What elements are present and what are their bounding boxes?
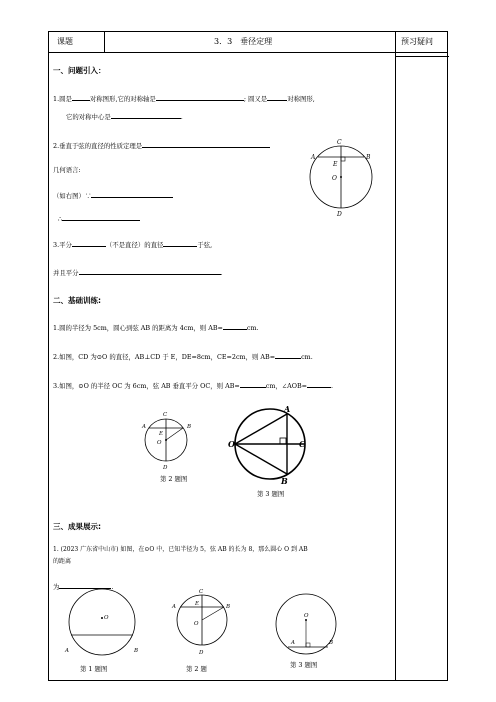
radius-oa: [235, 414, 287, 444]
label-b: B: [281, 476, 288, 486]
blank[interactable]: [307, 380, 334, 390]
header-preview-questions: 预习疑问: [401, 37, 433, 46]
center-point: [305, 619, 307, 621]
label-c: C: [299, 439, 306, 449]
figure-q3-caption: 第 3 题图: [257, 490, 285, 498]
figure-q3: [226, 404, 314, 486]
label-b: B: [366, 154, 371, 161]
p2-3: [53, 380, 333, 391]
radius-ob: [166, 428, 183, 440]
label-e: E: [159, 431, 164, 437]
s3-p1-for: 为: [53, 583, 60, 591]
figure-s3-3-caption: 第 3 题图: [290, 661, 318, 669]
q3-line1: [53, 239, 212, 250]
p2-3-text: 3.如图，⊙O 的半径 OC 为 6cm，弦 AB 垂直平分 OC，则 AB=: [53, 382, 240, 390]
q2-text: 2.垂直于弦的直径的性质定理是: [53, 142, 143, 150]
label-b: B: [329, 640, 334, 646]
label-a: A: [284, 404, 291, 414]
column-divider-right: [395, 32, 396, 680]
blank[interactable]: [72, 239, 106, 247]
label-o: O: [194, 621, 199, 627]
figure-q2-caption: 第 2 题图: [160, 475, 188, 483]
q3-text-c: 于弦,: [197, 241, 213, 249]
q1-text-f: .: [180, 113, 183, 121]
label-c: C: [199, 589, 204, 595]
s3-p1-line2: 的距离: [53, 558, 72, 565]
section2-heading: 二、基础训练:: [53, 296, 101, 305]
center-point: [165, 439, 167, 441]
q1-text-e: 它的对称中心是: [66, 113, 111, 121]
q3-line2: [53, 267, 223, 278]
header-topic-label: 课题: [57, 37, 73, 46]
blank[interactable]: [240, 380, 266, 388]
right-angle-mark: [306, 643, 310, 647]
p2-1: [53, 322, 259, 333]
q1-text-a: 1.圆是: [53, 95, 72, 103]
circle: [69, 589, 135, 655]
figure-s3-2: [170, 585, 234, 657]
blank[interactable]: [275, 351, 301, 359]
header-title: 3．3 垂径定理: [214, 37, 273, 46]
q3-text-b: （不是直径）的直径: [105, 241, 164, 249]
label-a: A: [172, 604, 176, 610]
p2-2: [53, 351, 313, 362]
center-point: [340, 176, 342, 178]
blank[interactable]: [142, 140, 270, 148]
label-o: O: [157, 440, 162, 446]
label-e: E: [333, 161, 338, 168]
therefore-line: [58, 213, 140, 224]
figure-s3-3: [270, 590, 342, 660]
blank[interactable]: [267, 93, 287, 101]
blank[interactable]: [91, 190, 173, 198]
label-d: D: [199, 650, 204, 656]
label-a: A: [65, 648, 69, 654]
blank[interactable]: [223, 322, 247, 330]
p2-3-mid: cm，∠AOB=: [265, 382, 308, 390]
section3-heading: 三、成果展示:: [53, 522, 101, 531]
label-d: D: [337, 211, 342, 218]
figure-s3-1-caption: 第 1 题图: [80, 665, 108, 673]
q1-text-b: 对称图形,它的对称轴是: [89, 95, 156, 103]
figure-q2: [140, 407, 204, 473]
label-d: D: [163, 465, 168, 471]
q1-line1: [53, 93, 315, 104]
blank[interactable]: [72, 93, 90, 101]
s3-p1-line1: 1. (2023 广东省中山市) 如图，在⊙O 中，已知半径为 5，弦 AB 的长为 8，那么圆心 O 到 AB: [53, 546, 308, 553]
given-text: （如右图）∵: [53, 192, 92, 200]
p2-3-end: .: [331, 382, 334, 390]
blank[interactable]: [111, 111, 181, 119]
label-a: A: [291, 640, 295, 646]
label-b: B: [134, 648, 139, 654]
radius-ob: [235, 444, 287, 474]
q3-text-e: .: [220, 269, 223, 277]
label-a: A: [311, 154, 316, 161]
blank[interactable]: [156, 93, 244, 101]
center-point: [101, 617, 103, 619]
label-o: O: [228, 439, 235, 449]
section1-heading: 一、问题引入：: [53, 66, 106, 75]
q1-line2: [66, 111, 183, 122]
label-o: O: [332, 175, 337, 182]
label-o: O: [304, 613, 309, 619]
column-divider-left: [104, 32, 105, 52]
label-o: O: [104, 615, 109, 621]
p2-2-unit: cm.: [301, 353, 313, 361]
label-c: C: [163, 412, 168, 418]
label-e: E: [195, 601, 200, 607]
header-row-divider: [49, 52, 447, 53]
blank[interactable]: [163, 239, 197, 247]
geo-language-label: 几何语言:: [53, 166, 81, 174]
q3-text-a: 3.平分: [53, 241, 72, 249]
q1-text-d: 对称图形,: [287, 95, 315, 103]
right-col-divider: [395, 56, 449, 57]
q1-text-c: ; 圆又是: [243, 95, 268, 103]
right-angle-mark: [341, 157, 345, 161]
given-line: [53, 190, 173, 201]
label-a: A: [142, 424, 146, 430]
blank[interactable]: [79, 267, 221, 275]
therefore-text: ∴: [58, 215, 63, 223]
s3-p1-end: .: [111, 583, 114, 591]
label-b: B: [187, 424, 192, 430]
figure-s3-2-caption: 第 2 题: [186, 665, 207, 673]
figure-s3-1: [60, 588, 146, 660]
radius-ob: [202, 607, 224, 620]
right-angle-mark: [280, 438, 286, 444]
figure-chord-diameter: [305, 135, 377, 220]
p2-1-text: 1.圆的半径为 5cm，圆心到弦 AB 的距离为 4cm，则 AB=: [53, 324, 223, 332]
p2-2-text: 2.如图，CD 为⊙O 的直径，AB⊥CD 于 E，DE=8cm，CE=2cm，则 AB=: [53, 353, 276, 361]
label-c: C: [337, 139, 342, 146]
label-b: B: [226, 604, 231, 610]
blank[interactable]: [62, 213, 140, 221]
q3-text-d: 并且平分: [53, 269, 79, 277]
q2-line: [53, 140, 270, 151]
p2-1-unit: cm.: [246, 324, 259, 332]
